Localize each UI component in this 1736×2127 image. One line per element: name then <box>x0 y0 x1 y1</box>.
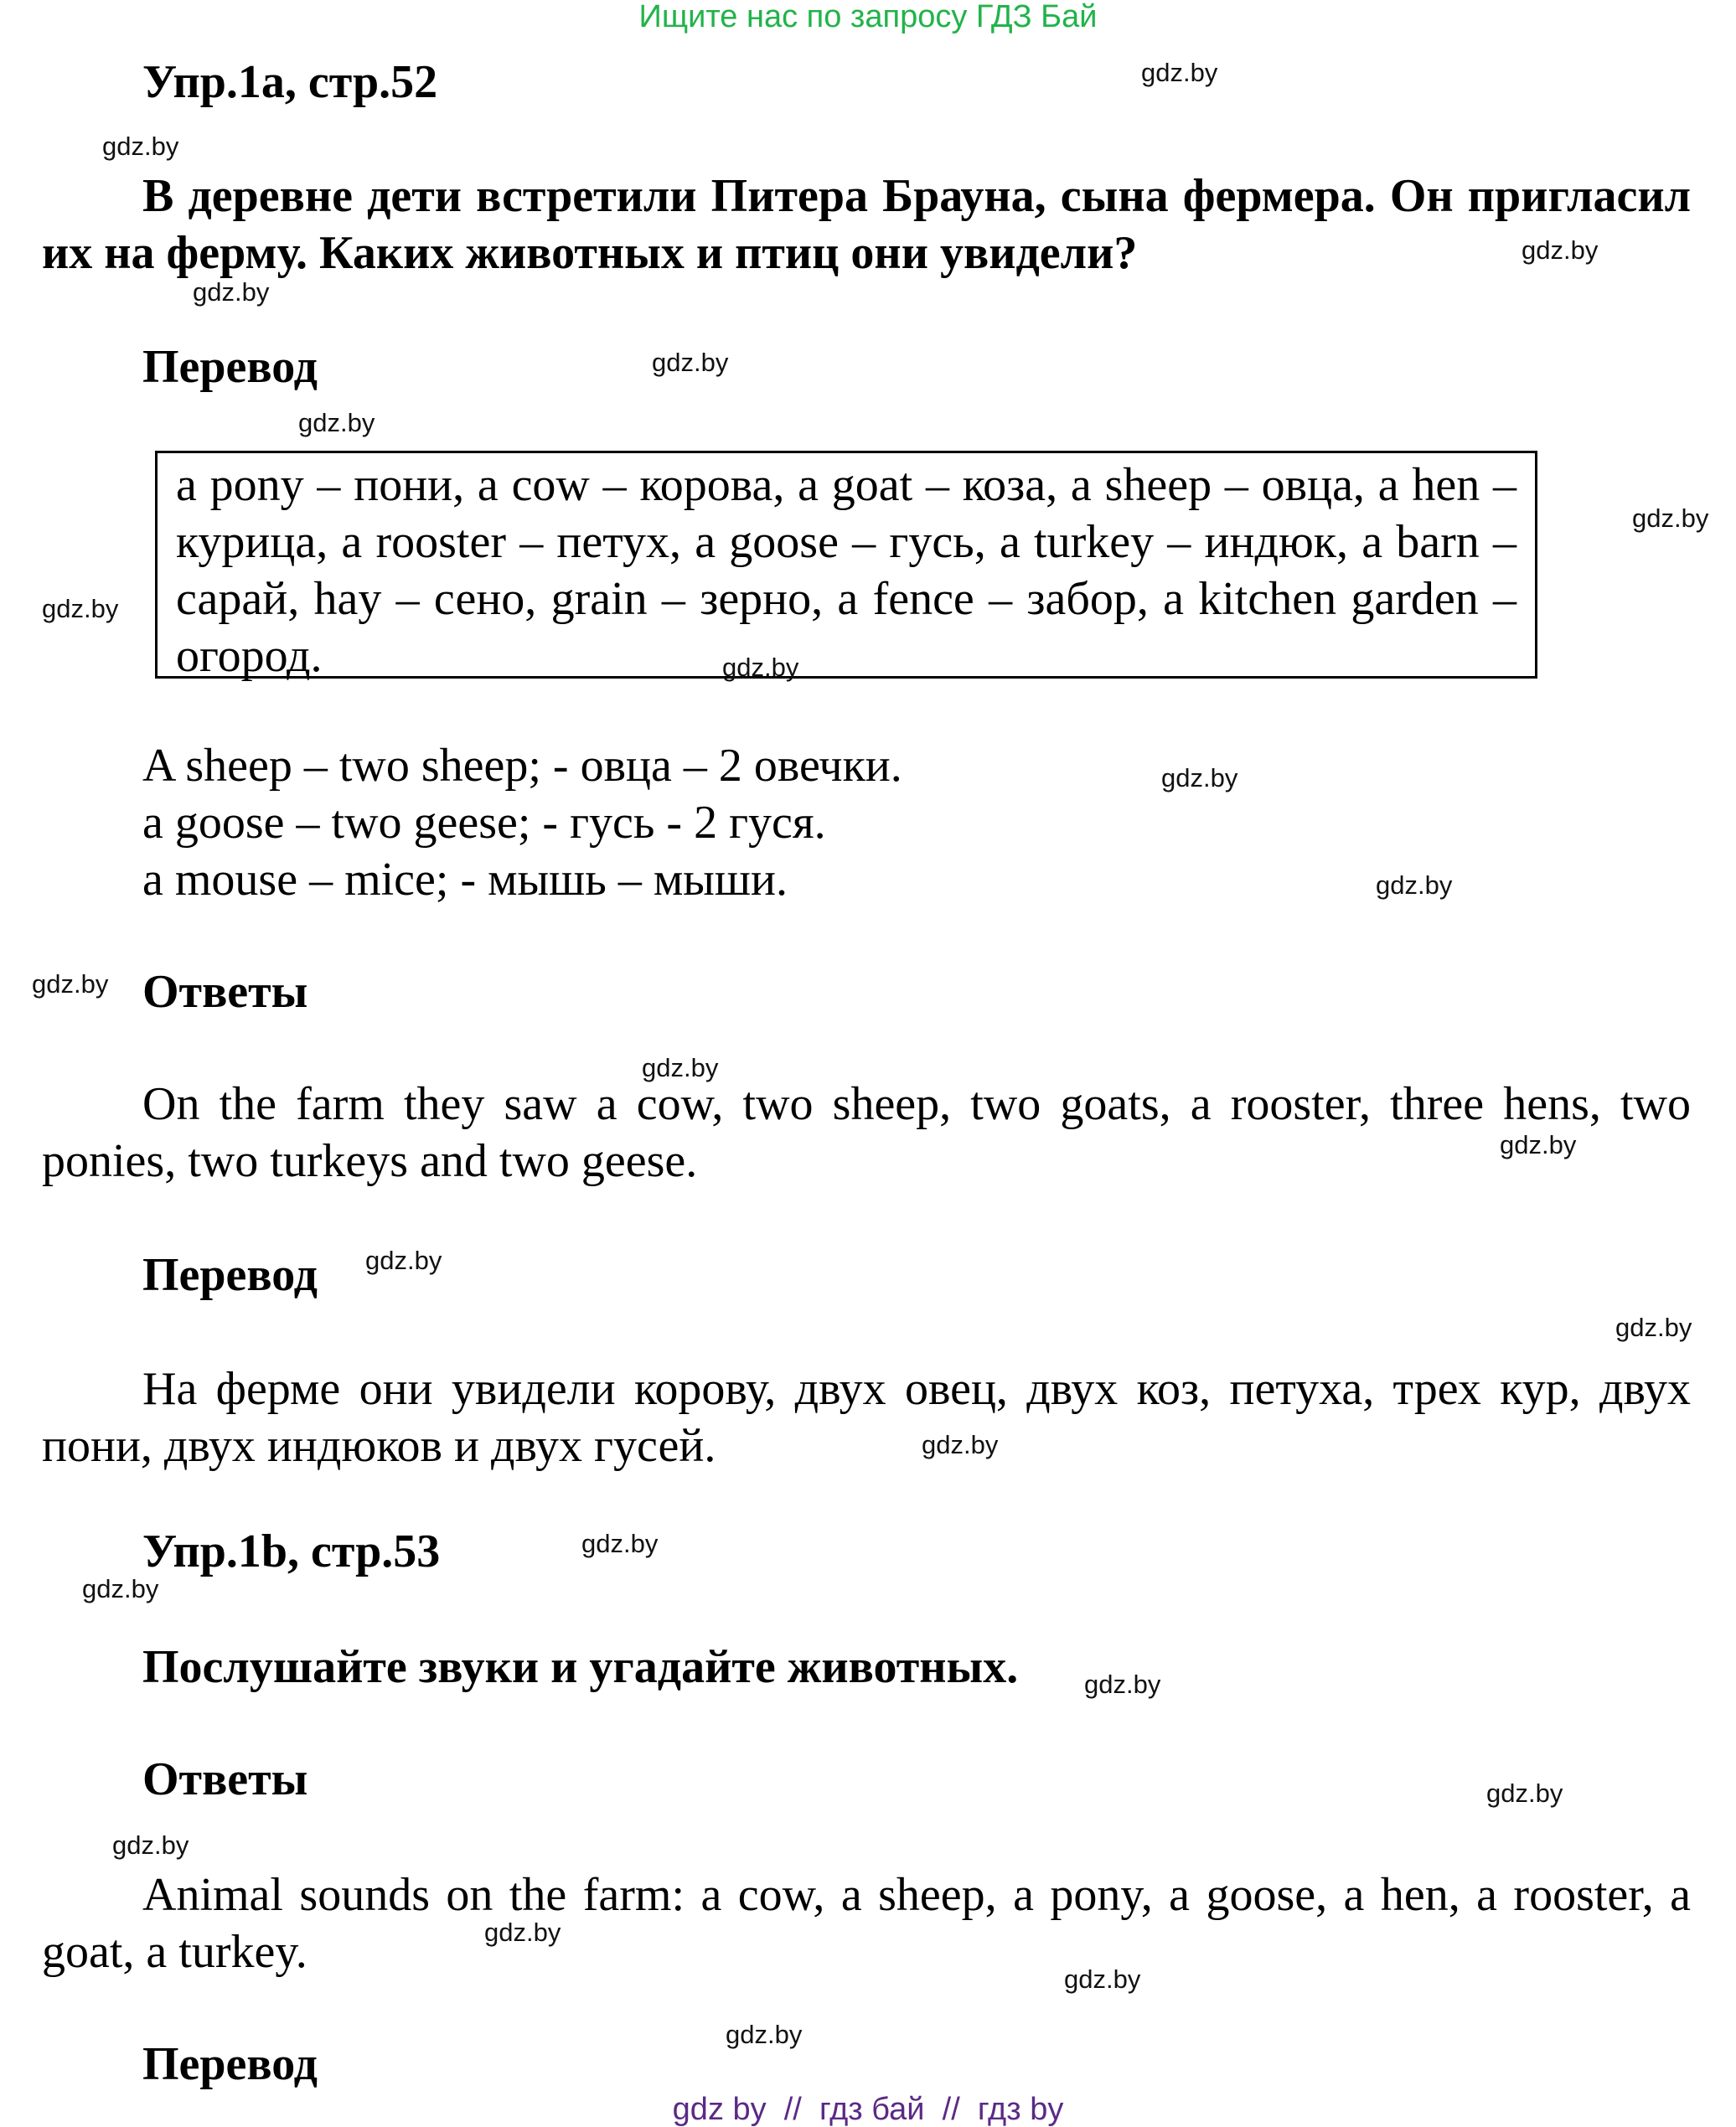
plural-line-1: A sheep – two sheep; - овца – 2 овечки. <box>142 740 902 792</box>
watermark: gdz.by <box>112 1830 189 1860</box>
watermark: gdz.by <box>42 594 119 623</box>
answer-1b: Animal sounds on the farm: a cow, a sheep, a pony, a goose, a hen, a rooster, a goat, a turkey. <box>42 1869 1691 1978</box>
watermark: gdz.by <box>1522 235 1599 265</box>
exercise-1a-task: В деревне дети встретили Питера Брауна, сына фермера. Он пригласил их на ферму. Каких животных и птиц они увидели? <box>42 170 1691 279</box>
watermark: gdz.by <box>193 277 270 307</box>
exercise-1b-task: Послушайте звуки и угадайте животных. <box>142 1641 1019 1693</box>
watermark: gdz.by <box>1632 503 1709 533</box>
watermark: gdz.by <box>1376 870 1453 900</box>
answer-1a: On the farm they saw a cow, two sheep, two goats, a rooster, three hens, two ponies, two turkeys and two geese. <box>42 1078 1691 1187</box>
watermark: gdz.by <box>922 1430 999 1459</box>
plural-line-2: a goose – two geese; - гусь - 2 гуся. <box>142 797 826 849</box>
watermark: gdz.by <box>652 348 729 377</box>
answer-1a-translation: На ферме они увидели корову, двух овец, двух коз, петуха, трех кур, двух пони, двух индюков и двух гусей. <box>42 1363 1691 1472</box>
watermark: gdz.by <box>1500 1130 1577 1159</box>
watermark: gdz.by <box>102 132 179 161</box>
translation-heading-1: Перевод <box>142 341 318 393</box>
watermark: gdz.by <box>298 408 375 437</box>
watermark: gdz.by <box>1064 1964 1141 1994</box>
watermark: gdz.by <box>1161 763 1238 792</box>
watermark: gdz.by <box>32 969 109 999</box>
watermark: gdz.by <box>581 1529 659 1558</box>
watermark: gdz.by <box>1141 58 1218 87</box>
translation-heading-3: Перевод <box>142 2038 318 2090</box>
exercise-1b-title: Упр.1b, стр.53 <box>142 1526 441 1577</box>
answers-heading-1: Ответы <box>142 966 308 1018</box>
vocabulary-box <box>155 451 1537 682</box>
answers-heading-2: Ответы <box>142 1753 308 1805</box>
translation-heading-2: Перевод <box>142 1249 318 1301</box>
footer-links: gdz by // гдз бай // гдз by <box>672 2092 1064 2127</box>
search-banner: Ищите нас по запросу ГДЗ Бай <box>638 0 1098 34</box>
watermark: gdz.by <box>726 2020 803 2049</box>
exercise-1a-title: Упр.1a, стр.52 <box>142 56 438 108</box>
watermark: gdz.by <box>82 1574 159 1603</box>
watermark: gdz.by <box>484 1918 561 1947</box>
vocabulary-text: a pony – пони, a cow – корова, a goat – коза, a sheep – овца, a hen – курица, a rooster – петух, a goose – гусь, a turkey – индюк, a barn – сарай, hay – сено, grain – зерно, a fence – забор, a kitchen garden – огород. <box>176 459 1516 682</box>
watermark: gdz.by <box>642 1053 719 1082</box>
watermark: gdz.by <box>365 1246 442 1275</box>
watermark: gdz.by <box>1486 1779 1563 1808</box>
watermark: gdz.by <box>1615 1313 1692 1342</box>
watermark: gdz.by <box>722 653 799 682</box>
plural-line-3: a mouse – mice; - мышь – мыши. <box>142 854 788 906</box>
watermark: gdz.by <box>1084 1670 1161 1699</box>
